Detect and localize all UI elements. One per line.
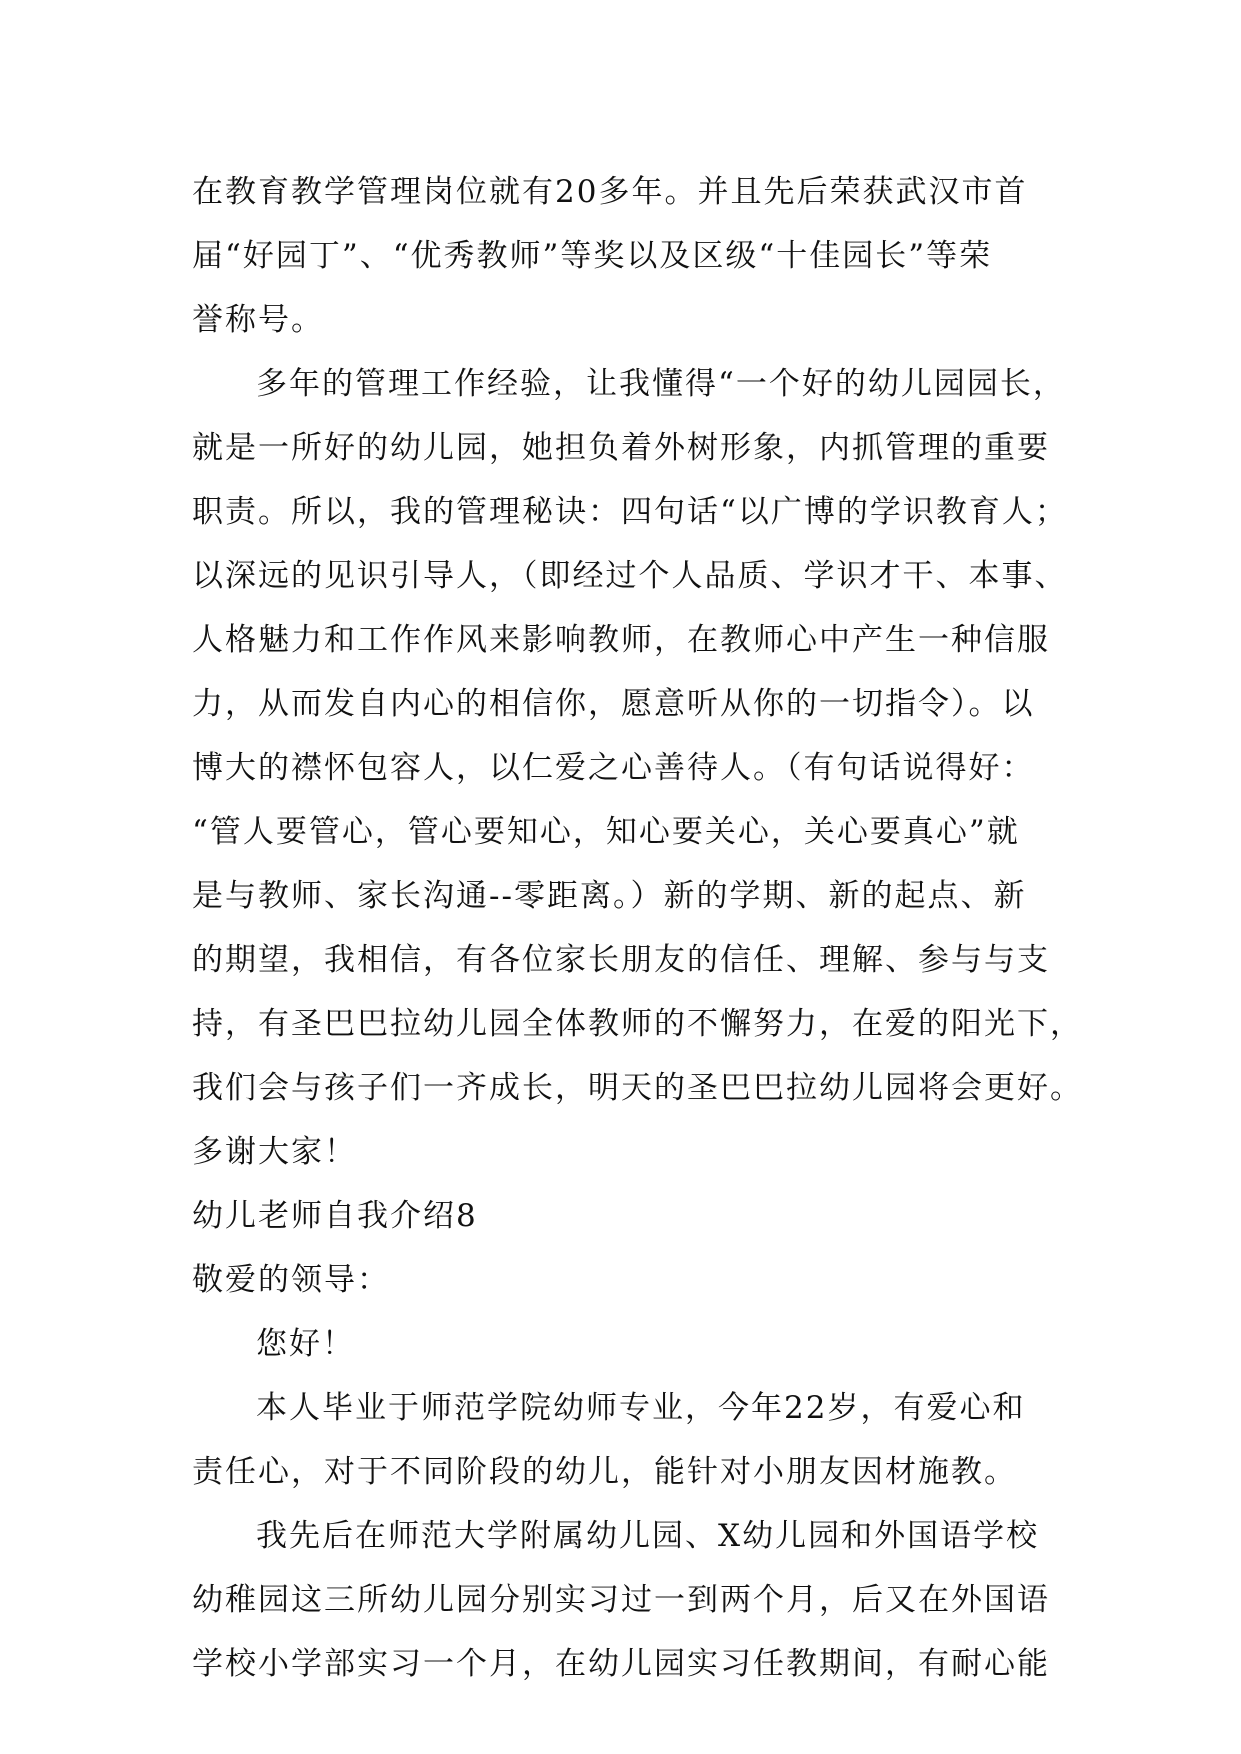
text-line: 力，从而发自内心的相信你，愿意听从你的一切指令）。以 (192, 686, 1035, 722)
text-line: 人格魅力和工作作风来影响教师，在教师心中产生一种信服 (192, 622, 1050, 658)
text-line: 学校小学部实习一个月，在幼儿园实习任教期间，有耐心能 (192, 1646, 1050, 1682)
text-line: “管人要管心，管心要知心，知心要关心，关心要真心”就 (192, 814, 1020, 850)
document-body (192, 160, 1083, 1696)
salutation: 敬爱的领导： (192, 1262, 390, 1298)
text-line: 持，有圣巴巴拉幼儿园全体教师的不懈努力，在爱的阳光下， (192, 1006, 1083, 1042)
paragraph-start-line: 我先后在师范大学附属幼儿园、X幼儿园和外国语学校 (256, 1518, 1040, 1554)
text-line: 是与教师、家长沟通--零距离。）新的学期、新的起点、新 (192, 878, 1027, 914)
text-line: 博大的襟怀包容人，以仁爱之心善待人。（有句话说得好： (192, 750, 1035, 786)
text-line: 以深远的见识引导人，（即经过个人品质、学识才干、本事、 (192, 558, 1068, 594)
text-line: 职责。所以，我的管理秘诀：四句话“以广博的学识教育人； (192, 494, 1068, 530)
text-line: 在教育教学管理岗位就有20多年。并且先后荣获武汉市首 (192, 174, 1028, 210)
paragraph-start-line: 本人毕业于师范学院幼师专业，今年22岁，有爱心和 (256, 1390, 1026, 1426)
text-line: 就是一所好的幼儿园，她担负着外树形象，内抓管理的重要 (192, 430, 1050, 466)
greeting: 您好！ (256, 1326, 355, 1362)
text-line: 幼稚园这三所幼儿园分别实习过一到两个月，后又在外国语 (192, 1582, 1050, 1618)
section-heading: 幼儿老师自我介绍8 (192, 1198, 478, 1234)
text-line: 誉称号。 (192, 302, 324, 338)
text-line: 届“好园丁”、“优秀教师”等奖以及区级“十佳园长”等荣 (192, 238, 993, 274)
text-line: 责任心，对于不同阶段的幼儿，能针对小朋友因材施教。 (192, 1454, 1017, 1490)
text-line: 我们会与孩子们一齐成长，明天的圣巴巴拉幼儿园将会更好。 (192, 1070, 1083, 1106)
text-line: 的期望，我相信，有各位家长朋友的信任、理解、参与与支 (192, 942, 1050, 978)
paragraph-start-line: 多年的管理工作经验，让我懂得“一个好的幼儿园园长， (256, 366, 1066, 402)
text-line: 多谢大家！ (192, 1134, 357, 1170)
